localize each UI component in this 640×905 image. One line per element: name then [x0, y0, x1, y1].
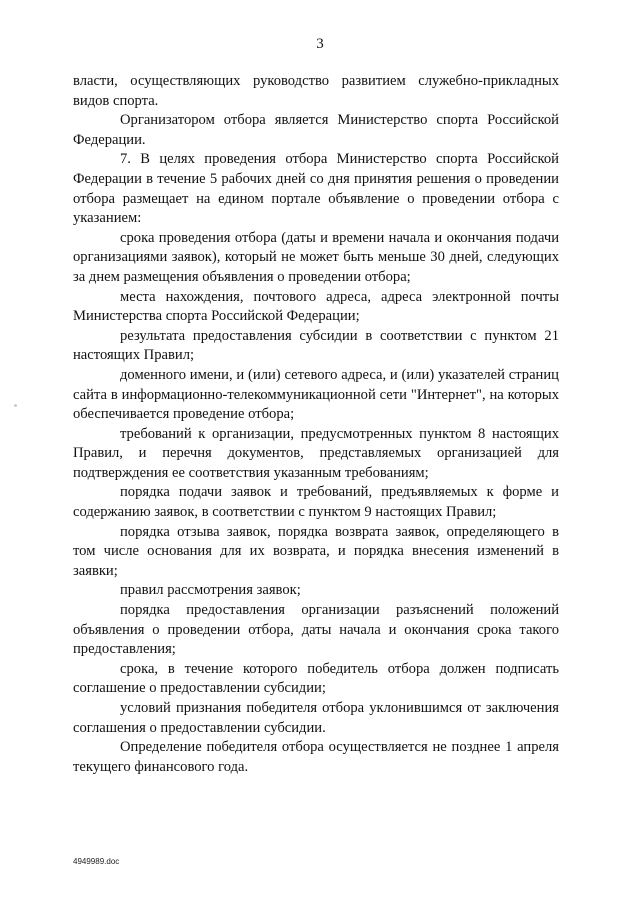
paragraph-evasion-conditions: условий признания победителя отбора уклонившимся от заключения соглашения о предоставлении субсидии.: [73, 700, 559, 736]
paragraph-signing-term: срока, в течение которого победитель отбора должен подписать соглашение о предоставлении субсидии;: [73, 660, 559, 697]
paragraph-organizer: Организатором отбора является Министерство спорта Российской Федерации.: [73, 112, 559, 148]
document-file-code: 4949989.doc: [73, 857, 120, 866]
margin-speck: [14, 404, 17, 407]
paragraph-clarifications: порядка предоставления организации разъяснений положений объявления о проведении отбора, даты начала и окончания срока такого предоставления;: [73, 602, 559, 658]
paragraph-submission-order: порядка подачи заявок и требований, предъявляемых к форме и содержанию заявок, в соответствии с пунктом 9 настоящих Правил;: [73, 484, 559, 521]
paragraph-requirements: требований к организации, предусмотренных пунктом 8 настоящих Правил, и перечня документов, представляемых организацией для подтверждения ее соответствия указанным требованиям;: [73, 425, 559, 481]
paragraph-result: результата предоставления субсидии в соответствии с пунктом 21 настоящих Правил;: [73, 327, 559, 364]
paragraph-domain: доменного имени, и (или) сетевого адреса, и (или) указателей страниц сайта в информационно-телекоммуникационной сети "Интернет", на которых обеспечивается проведение отбора;: [73, 366, 559, 423]
paragraph-withdrawal-order: порядка отзыва заявок, порядка возврата заявок, определяющего в том числе основания для их возврата, и порядка внесения изменений в заявки;: [73, 523, 559, 579]
document-body: [73, 72, 559, 777]
paragraph-continuation: власти, осуществляющих руководство развитием служебно-прикладных видов спорта.: [73, 73, 559, 109]
paragraph-winner-deadline: Определение победителя отбора осуществляется не позднее 1 апреля текущего финансового года.: [73, 739, 559, 775]
paragraph-item-7: 7. В целях проведения отбора Министерство спорта Российской Федерации в течение 5 рабочих дней со дня принятия решения о проведении отбора размещает на едином портале объявление о проведении отбора с указанием:: [73, 151, 559, 227]
paragraph-deadline: срока проведения отбора (даты и времени начала и окончания подачи организациями заявок), который не может быть меньше 30 дней, следующих за днем размещения объявления о проведении отбора;: [73, 229, 559, 285]
page-number: 3: [316, 36, 324, 52]
paragraph-review-rules: правил рассмотрения заявок;: [120, 582, 301, 599]
paragraph-location: места нахождения, почтового адреса, адреса электронной почты Министерства спорта Российской Федерации;: [73, 288, 559, 325]
